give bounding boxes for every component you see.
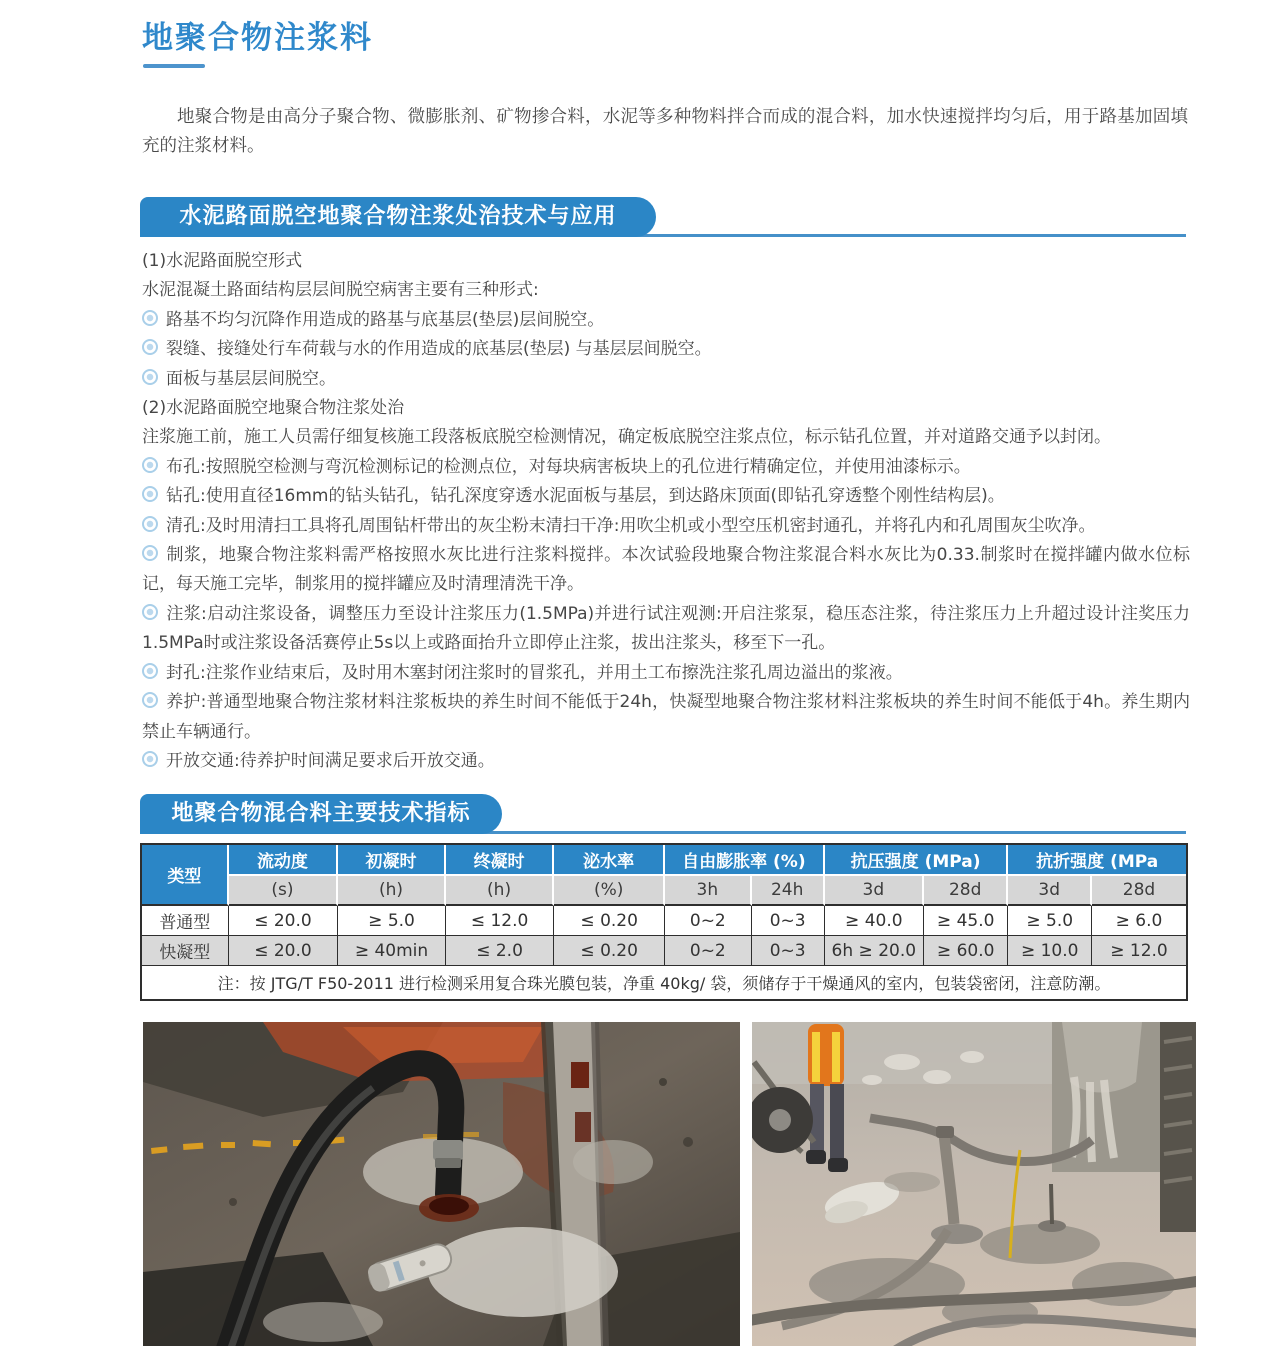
ring-bullet-icon <box>142 486 158 502</box>
ring-bullet-icon <box>142 457 158 473</box>
sub2-title: (2)水泥路面脱空地聚合物注浆处治 <box>142 398 405 419</box>
section1-banner: 水泥路面脱空地聚合物注浆处治技术与应用 <box>140 197 656 237</box>
table-row <box>142 936 1186 966</box>
list-item <box>142 482 1190 511</box>
ring-bullet-icon <box>142 751 158 767</box>
header-cell: 流动度 <box>229 845 339 876</box>
section1-content <box>142 247 1190 776</box>
intro-paragraph: 地聚合物是由高分子聚合物、微膨胀剂、矿物掺合料，水泥等多种物料拌合而成的混合料，加水快速搅拌均匀后，用于路基加固填充的注浆材料。 <box>142 107 1188 156</box>
ring-bullet-icon <box>142 516 158 532</box>
list-item-text: 清孔:及时用清扫工具将孔周围钻杆带出的灰尘粉末清扫干净:用吹尘机或小型空压机密封通孔，并将孔内和孔周围灰尘吹净。 <box>166 515 1096 536</box>
list-item-text: 裂缝、接缝处行车荷载与水的作用造成的底基层(垫层) 与基层层间脱空。 <box>166 339 712 360</box>
value-cell: ≥ 6.0 <box>1092 906 1186 936</box>
list-item <box>142 659 1190 688</box>
table-header-row-2 <box>142 876 1186 906</box>
table-row <box>142 906 1186 936</box>
photo-grouting-site <box>752 1022 1196 1346</box>
value-cell: ≥ 60.0 <box>924 936 1009 966</box>
subheader-cell: 28d <box>1092 876 1186 906</box>
header-cell: 抗压强度 (MPa) <box>825 845 1009 876</box>
sub1-lead: 水泥混凝土路面结构层层间脱空病害主要有三种形式: <box>142 280 539 301</box>
list-item <box>142 306 1190 335</box>
photo-grouting-hole <box>143 1022 740 1346</box>
subheader-cell: 24h <box>752 876 825 906</box>
subheader-cell: 3d <box>1008 876 1092 906</box>
list-item-text: 路基不均匀沉降作用造成的路基与底基层(垫层)层间脱空。 <box>166 309 605 330</box>
list-item-text: 面板与基层层间脱空。 <box>166 368 336 389</box>
header-cell: 自由膨胀率 (%) <box>665 845 825 876</box>
subheader-cell: 3h <box>665 876 752 906</box>
ring-bullet-icon <box>142 604 158 620</box>
list-item-text: 制浆，地聚合物注浆料需严格按照水灰比进行注浆料搅拌。本次试验段地聚合物注浆混合料水灰比为0.33.制浆时在搅拌罐内做水位标记，每天施工完毕，制浆用的搅拌罐应及时清理清洗干净。 <box>142 545 1190 595</box>
ring-bullet-icon <box>142 369 158 385</box>
page-title: 地聚合物注浆料 <box>142 20 373 56</box>
spec-table <box>140 843 1188 1001</box>
list-item <box>142 688 1190 747</box>
ring-bullet-icon <box>142 692 158 708</box>
value-cell: ≤ 20.0 <box>229 936 339 966</box>
header-cell: 抗折强度 (MPa <box>1008 845 1186 876</box>
header-cell: 初凝时 <box>338 845 446 876</box>
subheader-cell: (h) <box>446 876 555 906</box>
value-cell: 6h ≥ 20.0 <box>825 936 924 966</box>
section2-banner: 地聚合物混合料主要技术指标 <box>140 794 502 834</box>
list-item <box>142 512 1190 541</box>
list-item <box>142 453 1190 482</box>
table-header-row-1 <box>142 845 1186 876</box>
value-cell: ≥ 12.0 <box>1092 936 1186 966</box>
ring-bullet-icon <box>142 339 158 355</box>
value-cell: ≥ 10.0 <box>1008 936 1092 966</box>
table-note-row <box>142 966 1186 999</box>
subheader-cell: (s) <box>229 876 339 906</box>
value-cell: ≤ 2.0 <box>446 936 555 966</box>
header-cell: 泌水率 <box>554 845 665 876</box>
sub2-lead: 注浆施工前，施工人员需仔细复核施工段落板底脱空检测情况，确定板底脱空注浆点位，标示钻孔位置，并对道路交通予以封闭。 <box>142 427 1111 448</box>
value-cell: ≤ 12.0 <box>446 906 555 936</box>
list-item-text: 养护:普通型地聚合物注浆材料注浆板块的养生时间不能低于24h，快凝型地聚合物注浆材料注浆板块的养生时间不能低于4h。养生期内禁止车辆通行。 <box>142 692 1190 742</box>
value-cell: 0~3 <box>752 936 825 966</box>
subheader-cell: (h) <box>338 876 446 906</box>
list-item-text: 封孔:注浆作业结束后，及时用木塞封闭注浆时的冒浆孔，并用土工布擦洗注浆孔周边溢出的浆液。 <box>166 662 903 683</box>
list-item-text: 开放交通:待养护时间满足要求后开放交通。 <box>166 750 495 771</box>
sub1-title: (1)水泥路面脱空形式 <box>142 251 303 271</box>
value-cell: ≥ 5.0 <box>1008 906 1092 936</box>
value-cell: ≥ 45.0 <box>924 906 1009 936</box>
list-item-text: 钻孔:使用直径16mm的钻头钻孔，钻孔深度穿透水泥面板与基层，到达路床顶面(即钻孔穿透整个刚性结构层)。 <box>166 486 1005 507</box>
spec-table-grid <box>142 845 1186 999</box>
value-cell: 0~2 <box>665 936 752 966</box>
list-item <box>142 541 1190 600</box>
list-item-text: 布孔:按照脱空检测与弯沉检测标记的检测点位，对每块病害板块上的孔位进行精确定位，并使用油漆标示。 <box>166 456 971 477</box>
value-cell: 0~2 <box>665 906 752 936</box>
header-cell: 终凝时 <box>446 845 555 876</box>
subheader-cell: (%) <box>554 876 665 906</box>
value-cell: ≤ 20.0 <box>229 906 339 936</box>
value-cell: ≤ 0.20 <box>554 906 665 936</box>
value-cell: ≥ 40min <box>338 936 446 966</box>
list-item-text: 注浆:启动注浆设备，调整压力至设计注浆压力(1.5MPa)并进行试注观测:开启注浆泵，稳压态注浆，待注浆压力上升超过设计注奖压力1.5MPa时或注浆设备活赛停止5s以上或路面抬升立即停止注浆，拔出注浆头，移至下一孔。 <box>142 603 1190 654</box>
header-cell-type: 类型 <box>142 845 229 906</box>
ring-bullet-icon <box>142 545 158 561</box>
list-item <box>142 747 1190 776</box>
ring-bullet-icon <box>142 310 158 326</box>
value-cell: 0~3 <box>752 906 825 936</box>
ring-bullet-icon <box>142 663 158 679</box>
value-cell: ≤ 0.20 <box>554 936 665 966</box>
row-type-cell: 快凝型 <box>142 936 229 966</box>
value-cell: ≥ 40.0 <box>825 906 924 936</box>
title-underline <box>143 64 205 68</box>
list-item <box>142 600 1190 659</box>
list-item <box>142 365 1190 394</box>
subheader-cell: 3d <box>825 876 924 906</box>
subheader-cell: 28d <box>924 876 1009 906</box>
row-type-cell: 普通型 <box>142 906 229 936</box>
list-item <box>142 335 1190 364</box>
table-note: 注：按 JTG/T F50-2011 进行检测采用复合珠光膜包装，净重 40kg/ 袋，须储存于干燥通风的室内，包装袋密闭，注意防潮。 <box>142 966 1186 999</box>
value-cell: ≥ 5.0 <box>338 906 446 936</box>
